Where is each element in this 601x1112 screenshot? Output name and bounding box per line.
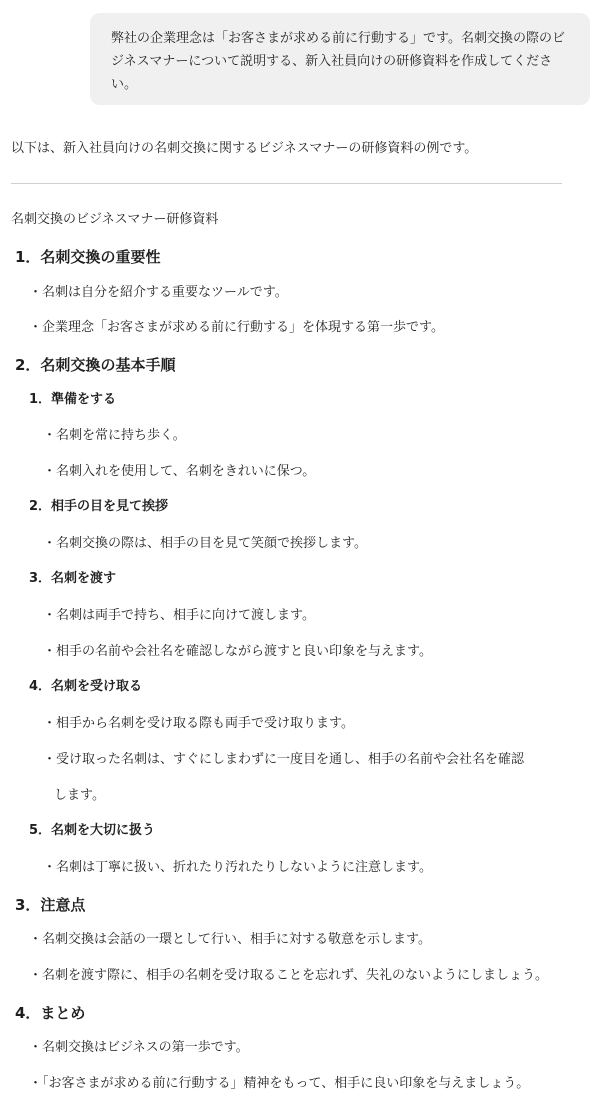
bullet-item: ・名刺入れを使用して、名刺をきれいに保つ。 bbox=[43, 464, 316, 479]
bullet-item: ・名刺は自分を紹介する重要なツールです。 bbox=[29, 285, 288, 300]
user-message-text: 弊社の企業理念は「お客さまが求める前に行動する」です。名刺交換の際のビジネスマナーについて説明する、新入社員向けの研修資料を作成してください。 bbox=[111, 31, 565, 92]
section-heading-notes: 3．注意点 bbox=[15, 896, 86, 914]
divider bbox=[11, 183, 562, 184]
subheading-receive: 4．名刺を受け取る bbox=[29, 679, 143, 694]
subheading-handle-carefully: 5．名刺を大切に扱う bbox=[29, 823, 156, 838]
bullet-item: ・名刺交換は会話の一環として行い、相手に対する敬意を示します。 bbox=[29, 932, 431, 947]
bullet-item: ・名刺は丁寧に扱い、折れたり汚れたりしないように注意します。 bbox=[43, 860, 432, 875]
bullet-continuation: します。 bbox=[54, 788, 105, 803]
bullet-item: ・相手から名刺を受け取る際も両手で受け取ります。 bbox=[43, 716, 354, 731]
bullet-item: ・相手の名前や会社名を確認しながら渡すと良い印象を与えます。 bbox=[43, 644, 432, 659]
bullet-item: ・名刺を常に持ち歩く。 bbox=[43, 428, 186, 443]
section-heading-basic-steps: 2．名刺交換の基本手順 bbox=[15, 356, 176, 374]
section-heading-importance: 1．名刺交換の重要性 bbox=[15, 248, 161, 266]
user-message-bubble bbox=[90, 13, 590, 105]
assistant-intro: 以下は、新入社員向けの名刺交換に関するビジネスマナーの研修資料の例です。 bbox=[11, 141, 478, 156]
subheading-prepare: 1．準備をする bbox=[29, 392, 117, 407]
section-heading-summary: 4．まとめ bbox=[15, 1004, 86, 1022]
bullet-item: ・名刺を渡す際に、相手の名刺を受け取ることを忘れず、失礼のないようにしましょう。 bbox=[29, 968, 548, 983]
bullet-item: ・受け取った名刺は、すぐにしまわずに一度目を通し、相手の名前や会社名を確認 bbox=[43, 752, 525, 767]
subheading-hand-over: 3．名刺を渡す bbox=[29, 571, 117, 586]
bullet-item: ・企業理念「お客さまが求める前に行動する」を体現する第一歩です。 bbox=[29, 320, 444, 335]
bullet-item: ・名刺は両手で持ち、相手に向けて渡します。 bbox=[43, 608, 315, 623]
bullet-item: ・「お客さまが求める前に行動する」精神をもって、相手に良い印象を与えましょう。 bbox=[29, 1076, 530, 1091]
document-title: 名刺交換のビジネスマナー研修資料 bbox=[11, 212, 219, 227]
bullet-item: ・名刺交換の際は、相手の目を見て笑顔で挨拶します。 bbox=[43, 536, 367, 551]
subheading-greet: 2．相手の目を見て挨拶 bbox=[29, 499, 169, 514]
bullet-item: ・名刺交換はビジネスの第一歩です。 bbox=[29, 1040, 249, 1055]
